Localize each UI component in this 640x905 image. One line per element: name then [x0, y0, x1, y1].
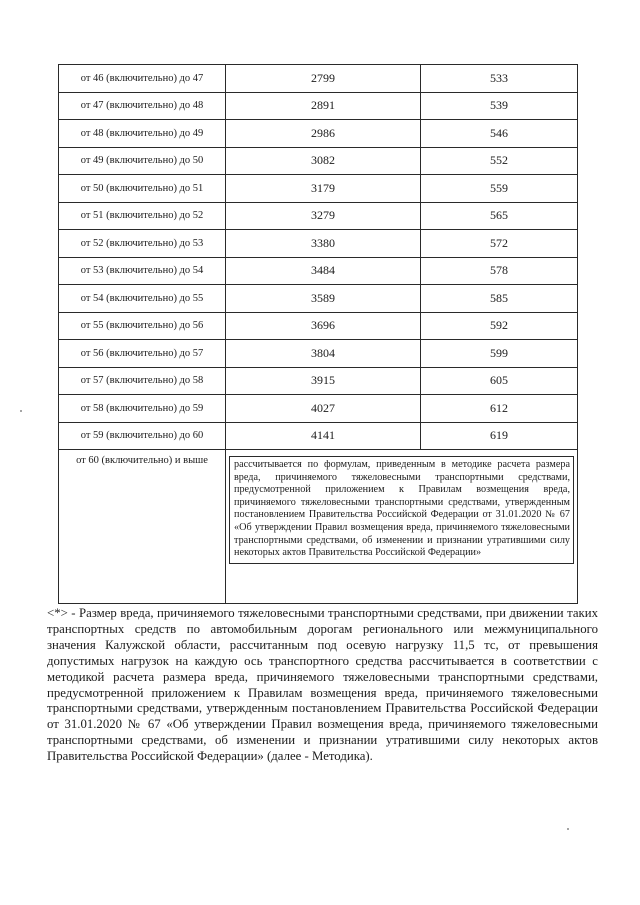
- axle-load-range-cell: от 58 (включительно) до 59: [59, 395, 226, 423]
- harm-value-cell-2: 585: [421, 285, 578, 313]
- harm-value-cell-2: 619: [421, 422, 578, 450]
- harm-value-cell-2: 552: [421, 147, 578, 175]
- harm-value-cell-1: 3279: [226, 202, 421, 230]
- axle-load-range-cell: от 54 (включительно) до 55: [59, 285, 226, 313]
- harm-value-cell-2: 533: [421, 65, 578, 93]
- axle-load-range-cell: от 51 (включительно) до 52: [59, 202, 226, 230]
- table-row: [59, 312, 578, 340]
- axle-load-range-cell: от 49 (включительно) до 50: [59, 147, 226, 175]
- harm-value-cell-1: 2799: [226, 65, 421, 93]
- table-row: [59, 65, 578, 93]
- harm-rates-table: [58, 64, 578, 604]
- table-row: [59, 340, 578, 368]
- table-row: [59, 257, 578, 285]
- table-row: [59, 285, 578, 313]
- harm-value-cell-1: 4141: [226, 422, 421, 450]
- harm-value-cell-1: 3589: [226, 285, 421, 313]
- harm-value-cell-1: 3179: [226, 175, 421, 203]
- harm-value-cell-2: 565: [421, 202, 578, 230]
- footnote-paragraph: <*> - Размер вреда, причиняемого тяжеловесными транспортными средствами, при движении таких транспортных средств по автомобильным дорогам регионального или межмуниципального значения Калужской области, рассчитанным под осевую нагрузку 11,5 тс, от превышения допустимых нагрузок на каждую ось транспортного средства рассчитывается в соответствии с методикой расчета размера вреда, причиняемого тяжеловесными транспортными средствами, предусмотренной приложением к Правилам возмещения вреда, причиняемого тяжеловесными транспортными средствами, утвержденным постановлением Правительства Российской Федерации от 31.01.2020 № 67 «Об утверждении Правил возмещения вреда, причиняемого тяжеловесными транспортными средствами, об изменении и признании утратившими силу некоторых актов Правительства Российской Федерации» (далее - Методика).: [47, 606, 598, 764]
- harm-value-cell-2: 599: [421, 340, 578, 368]
- harm-value-cell-1: 2891: [226, 92, 421, 120]
- rates-table-body: [59, 65, 578, 604]
- harm-value-cell-2: 546: [421, 120, 578, 148]
- formula-note: рассчитывается по формулам, приведенным в методике расчета размера вреда, причиняемого тяжеловесными транспортными средствами, предусмотренной приложением к Правилам возмещения вреда, причиняемого тяжеловесными транспортными средствами, утвержденным постановлением Правительства Российской Федерации от 31.01.2020 № 67 «Об утверждении Правил возмещения вреда, причиняемого тяжеловесными транспортными средствами, об изменении и признании утратившими силу некоторых актов Правительства Российской Федерации»: [229, 456, 574, 564]
- formula-cell: [226, 450, 578, 604]
- harm-value-cell-1: 3696: [226, 312, 421, 340]
- harm-value-cell-1: 4027: [226, 395, 421, 423]
- axle-load-range-cell: от 60 (включительно) и выше: [59, 450, 226, 604]
- table-row: [59, 367, 578, 395]
- harm-value-cell-1: 3082: [226, 147, 421, 175]
- axle-load-range-cell: от 50 (включительно) до 51: [59, 175, 226, 203]
- table-row: [59, 120, 578, 148]
- axle-load-range-cell: от 46 (включительно) до 47: [59, 65, 226, 93]
- axle-load-range-cell: от 47 (включительно) до 48: [59, 92, 226, 120]
- axle-load-range-cell: от 48 (включительно) до 49: [59, 120, 226, 148]
- table-row-last: [59, 450, 578, 604]
- harm-value-cell-1: 3380: [226, 230, 421, 258]
- axle-load-range-cell: от 53 (включительно) до 54: [59, 257, 226, 285]
- axle-load-range-cell: от 57 (включительно) до 58: [59, 367, 226, 395]
- harm-value-cell-2: 539: [421, 92, 578, 120]
- harm-value-cell-2: 612: [421, 395, 578, 423]
- harm-value-cell-1: 3484: [226, 257, 421, 285]
- table-row: [59, 202, 578, 230]
- axle-load-range-cell: от 55 (включительно) до 56: [59, 312, 226, 340]
- table-row: [59, 395, 578, 423]
- harm-value-cell-2: 559: [421, 175, 578, 203]
- table-row: [59, 175, 578, 203]
- harm-value-cell-2: 572: [421, 230, 578, 258]
- harm-value-cell-2: 605: [421, 367, 578, 395]
- table-row: [59, 230, 578, 258]
- harm-value-cell-1: 3804: [226, 340, 421, 368]
- harm-value-cell-2: 578: [421, 257, 578, 285]
- axle-load-range-cell: от 52 (включительно) до 53: [59, 230, 226, 258]
- axle-load-range-cell: от 59 (включительно) до 60: [59, 422, 226, 450]
- table-row: [59, 147, 578, 175]
- harm-value-cell-1: 2986: [226, 120, 421, 148]
- table-row: [59, 92, 578, 120]
- scan-speck: [20, 410, 22, 412]
- harm-value-cell-1: 3915: [226, 367, 421, 395]
- axle-load-range-cell: от 56 (включительно) до 57: [59, 340, 226, 368]
- harm-value-cell-2: 592: [421, 312, 578, 340]
- table-row: [59, 422, 578, 450]
- scan-speck: [567, 828, 569, 830]
